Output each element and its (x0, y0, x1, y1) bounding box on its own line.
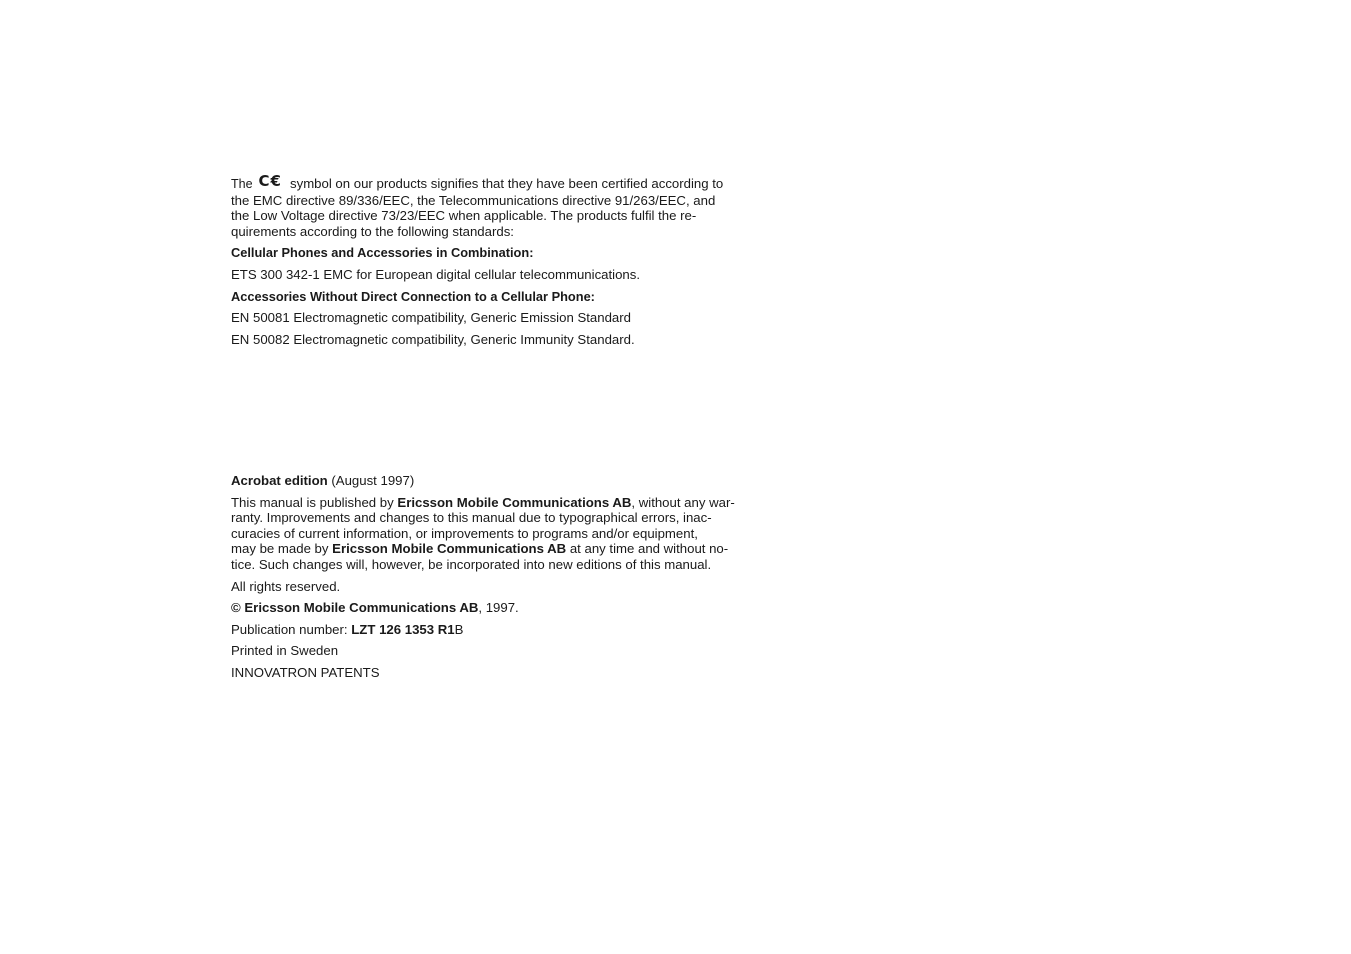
copyright-symbol: © (231, 600, 245, 616)
copyright-line (231, 600, 756, 616)
edition-line (231, 473, 756, 489)
intro-prefix: The (231, 177, 253, 191)
disclaimer-text: may be made by (231, 541, 333, 557)
ce-intro-paragraph (231, 172, 756, 239)
disclaimer-text: This manual is published by (231, 494, 398, 510)
intro-line4: quirements according to the following standards: (231, 223, 514, 239)
disclaimer-text: , without any war- (631, 494, 735, 510)
certification-section (231, 172, 756, 353)
ce-mark-icon: C€ (258, 172, 282, 190)
edition-date: (August 1997) (327, 473, 415, 488)
disclaimer-text: curacies of current information, or improvements to programs and/or equipment, (231, 525, 698, 541)
publication-number-label: Publication number: (231, 621, 352, 637)
printed-in: Printed in Sweden (231, 643, 339, 659)
publishing-section (231, 473, 756, 687)
intro-line3: the Low Voltage directive 73/23/EEC when applicable. The products fulfil the re- (231, 208, 697, 224)
intro-line1: symbol on our products signifies that they have been certified according to (290, 176, 724, 191)
disclaimer-text: ranty. Improvements and changes to this manual due to typographical errors, inac- (231, 510, 712, 526)
disclaimer-paragraph (231, 495, 756, 573)
company-name: Ericsson Mobile Communications AB (244, 600, 479, 616)
disclaimer-text: at any time and without no- (566, 541, 729, 557)
publication-number-line (231, 622, 756, 638)
standard-en-50081: EN 50081 Electromagnetic compatibility, Generic Emission Standard (231, 310, 631, 326)
company-name: Ericsson Mobile Communications AB (332, 541, 567, 557)
standard-en-50082: EN 50082 Electromagnetic compatibility, Generic Immunity Standard. (231, 331, 635, 347)
heading-accessories-no-connection: Accessories Without Direct Connection to a Cellular Phone: (231, 288, 595, 304)
intro-line2: the EMC directive 89/336/EEC, the Telecommunications directive 91/263/EEC, and (231, 192, 716, 208)
edition-label: Acrobat edition (231, 473, 328, 488)
company-name: Ericsson Mobile Communications AB (397, 494, 632, 510)
copyright-year: , 1997. (478, 600, 519, 616)
disclaimer-text: tice. Such changes will, however, be incorporated into new editions of this manual. (231, 556, 712, 572)
standard-ets-300-342: ETS 300 342-1 EMC for European digital cellular telecommunications. (231, 266, 641, 282)
heading-phones-accessories: Cellular Phones and Accessories in Combination: (231, 245, 534, 261)
publication-number: LZT 126 1353 R1 (351, 621, 455, 637)
patents-notice: INNOVATRON PATENTS (231, 664, 380, 680)
publication-number-suffix: B (454, 621, 464, 637)
rights-reserved: All rights reserved. (231, 578, 341, 594)
